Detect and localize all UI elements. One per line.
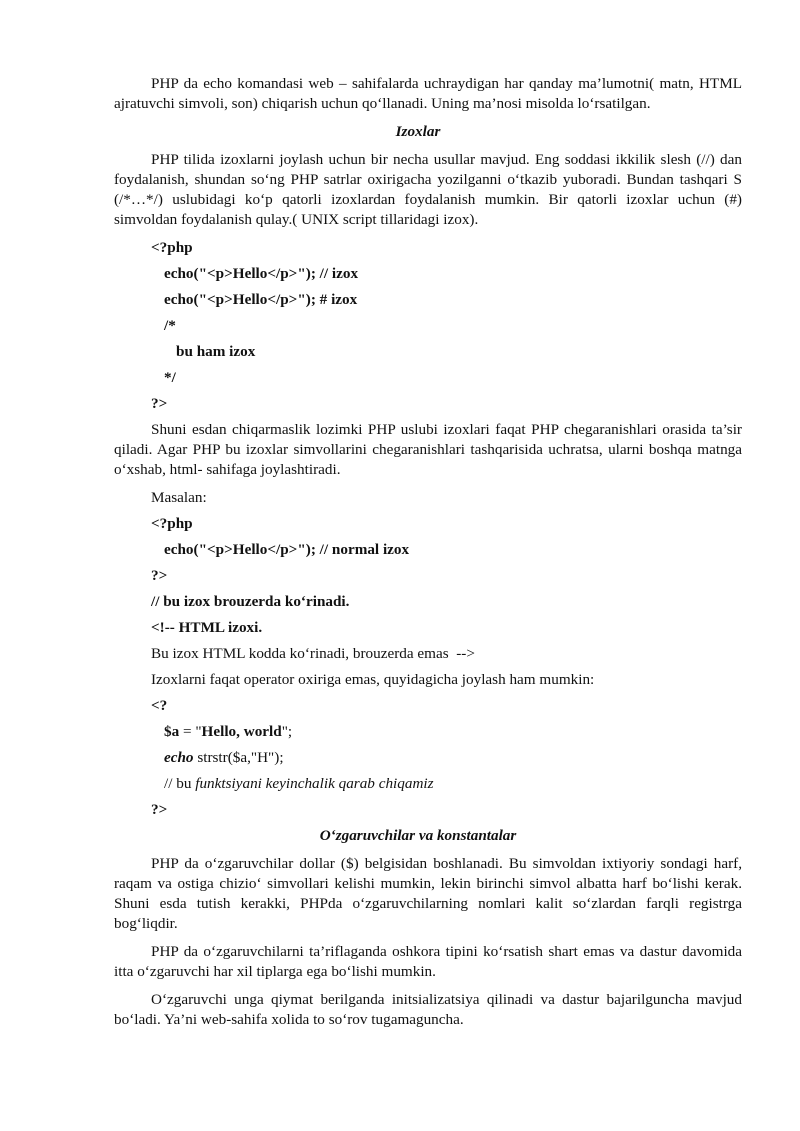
code-line-echo (114, 748, 742, 768)
html-comment-line: Bu izox HTML kodda ko‘rinadi, brouzerda emas --> (151, 645, 475, 662)
section-heading-variables: O‘zgaruvchilar va konstantalar (319, 827, 517, 844)
variables-paragraph-3: O‘zgaruvchi unga qiymat berilganda initsializatsiya qilinadi va dastur bajarilguncha mavjud bo‘ladi. Ya’ni web-sahifa xolida to so‘rov tugamaguncha. (114, 991, 742, 1028)
code-line-comment (114, 774, 742, 794)
variables-paragraph-2: PHP da o‘zgaruvchilarni ta’riflaganda oshkora tipini ko‘rsatish shart emas va dastur davomida itta o‘zgaruvchi har xil tiplarga ega bo‘lishi mumkin. (114, 943, 742, 980)
intro-paragraph: PHP da echo komandasi web – sahifalarda uchraydigan har qanday ma’lumotni( matn, HTML ajratuvchi simvoli, son) chiqarish uchun qo‘llanadi. Uning ma’nosi misolda lo‘rsatilgan. (114, 75, 742, 112)
code-line: <?php (151, 515, 193, 532)
code-keyword: echo (164, 749, 194, 766)
variables-paragraph-1: PHP da o‘zgaruvchilar dollar ($) belgisidan boshlanadi. Bu simvoldan ixtiyoriy sondagi harf, raqam va ostiga chizio‘ simvollari kelishi mumkin, lekin birinchi simvol albatta harf bo‘lishi kerak. Shuni esda tutish kerakki, PHPda o‘zgaruvchilarning nomlari kalit so‘zlardan farqli registrga bog‘liqdir. (114, 855, 742, 932)
code-assign: = " (179, 723, 202, 740)
code-line-assignment (114, 722, 742, 742)
code-end: "; (281, 723, 293, 740)
code-block-inline-comments (114, 696, 742, 820)
code-line: <? (151, 697, 168, 714)
code-line: */ (164, 369, 176, 386)
code-line: ?> (151, 395, 168, 412)
code-line: ?> (151, 801, 168, 818)
document-page (114, 74, 742, 1038)
code-string: Hello, world (201, 723, 282, 740)
code-block-comments (114, 238, 742, 414)
code-line: ?> (151, 567, 168, 584)
code-line: bu ham izox (176, 343, 256, 360)
code-line: echo("<p>Hello</p>"); # izox (164, 291, 358, 308)
code-block-example (114, 514, 742, 638)
placement-line: Izoxlarni faqat operator oxiriga emas, quyidagicha joylash ham mumkin: (151, 671, 595, 688)
comments-paragraph: PHP tilida izoxlarni joylash uchun bir necha usullar mavjud. Eng soddasi ikkilik slesh (//) dan foydalanish, shundan so‘ng PHP satrlar oxirigacha yozilganni o‘tkazib yuboradi. Bundan tashqari S (/*…*/) uslubidagi ko‘p qatorli izoxlardan foydalanish mumkin. Bir qatorli izoxlar uchun (#) simvoldan foydalanish qulay.( UNIX script tillaridagi izox). (114, 151, 742, 228)
code-line: echo("<p>Hello</p>"); // normal izox (164, 541, 410, 558)
section-heading-izoxlar: Izoxlar (395, 123, 441, 140)
code-var: $a (164, 723, 180, 740)
code-line: /* (164, 317, 176, 334)
code-line: <?php (151, 239, 193, 256)
code-echo-args: strstr($a,"H"); (193, 749, 284, 766)
code-comment-text: funktsiyani keyinchalik qarab chiqamiz (195, 775, 434, 792)
code-line: <!-- HTML izoxi. (151, 619, 263, 636)
code-line: echo("<p>Hello</p>"); // izox (164, 265, 359, 282)
code-comment-prefix: // bu (164, 775, 196, 792)
php-comment-scope-paragraph: Shuni esdan chiqarmaslik lozimki PHP uslubi izoxlari faqat PHP chegaranishlari orasida ta’sir qiladi. Agar PHP bu izoxlar simvollarini chegaranishlari tashqarisida uchratsa, ularni boshqa matnga o‘xshab, html- sahifaga joylashtiradi. (114, 421, 742, 478)
code-line: // bu izox brouzerda ko‘rinadi. (151, 593, 350, 610)
example-label: Masalan: (151, 489, 207, 506)
